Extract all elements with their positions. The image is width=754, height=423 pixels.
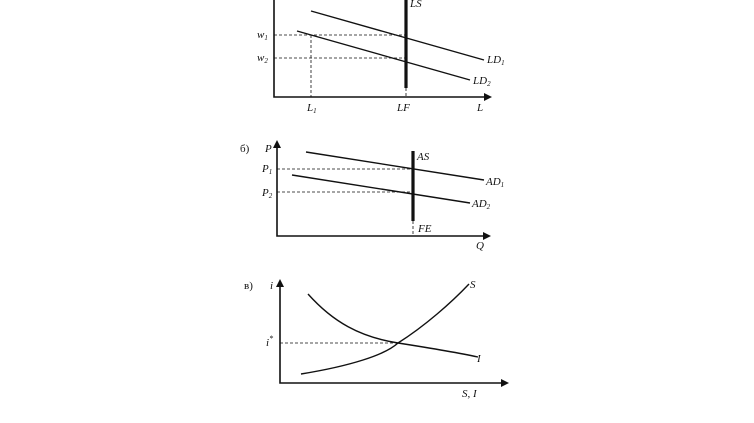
savings-investment-panel (244, 279, 509, 400)
w2-label: w2 (257, 52, 268, 65)
i-axis-label: i (270, 280, 274, 292)
ld2-label: LD2 (473, 75, 491, 88)
goods-y-arrow (273, 140, 281, 148)
ad2-label: AD2 (472, 198, 491, 211)
labour-axes (274, 0, 484, 97)
istar-label: i* (266, 334, 274, 349)
ld1-curve (311, 11, 484, 60)
l1-label: L1 (307, 102, 317, 115)
as-label: AS (417, 151, 430, 163)
ad1-curve (306, 152, 484, 180)
labour-x-arrow (484, 93, 492, 101)
ad2-curve (292, 175, 470, 203)
goods-market-panel (240, 140, 504, 252)
ad1-label: AD1 (486, 176, 505, 189)
ld2-curve (297, 31, 470, 80)
w1-label: w1 (257, 29, 268, 42)
ld1-label: LD1 (487, 54, 505, 67)
s-curve-label: S (470, 279, 476, 291)
savings-curve (301, 284, 469, 374)
ls-label: LS (410, 0, 422, 10)
goods-axes (277, 147, 483, 236)
labour-market-panel (257, 0, 505, 115)
p-axis-label: P (265, 143, 272, 155)
i-curve-label: I (477, 353, 481, 365)
si-axes (280, 286, 501, 383)
goods-x-arrow (483, 232, 491, 240)
q-axis-label: Q (476, 240, 484, 252)
si-axis-label: S, I (462, 388, 477, 400)
si-y-arrow (276, 279, 284, 287)
p2-label: P2 (262, 187, 273, 200)
p1-label: P1 (262, 163, 273, 176)
si-x-arrow (501, 379, 509, 387)
panel-b-label: б) (240, 143, 250, 155)
lf-label: LF (397, 102, 410, 114)
panel-v-label: в) (244, 280, 253, 292)
l-axis-label: L (477, 102, 484, 114)
fe-label: FE (418, 223, 432, 235)
